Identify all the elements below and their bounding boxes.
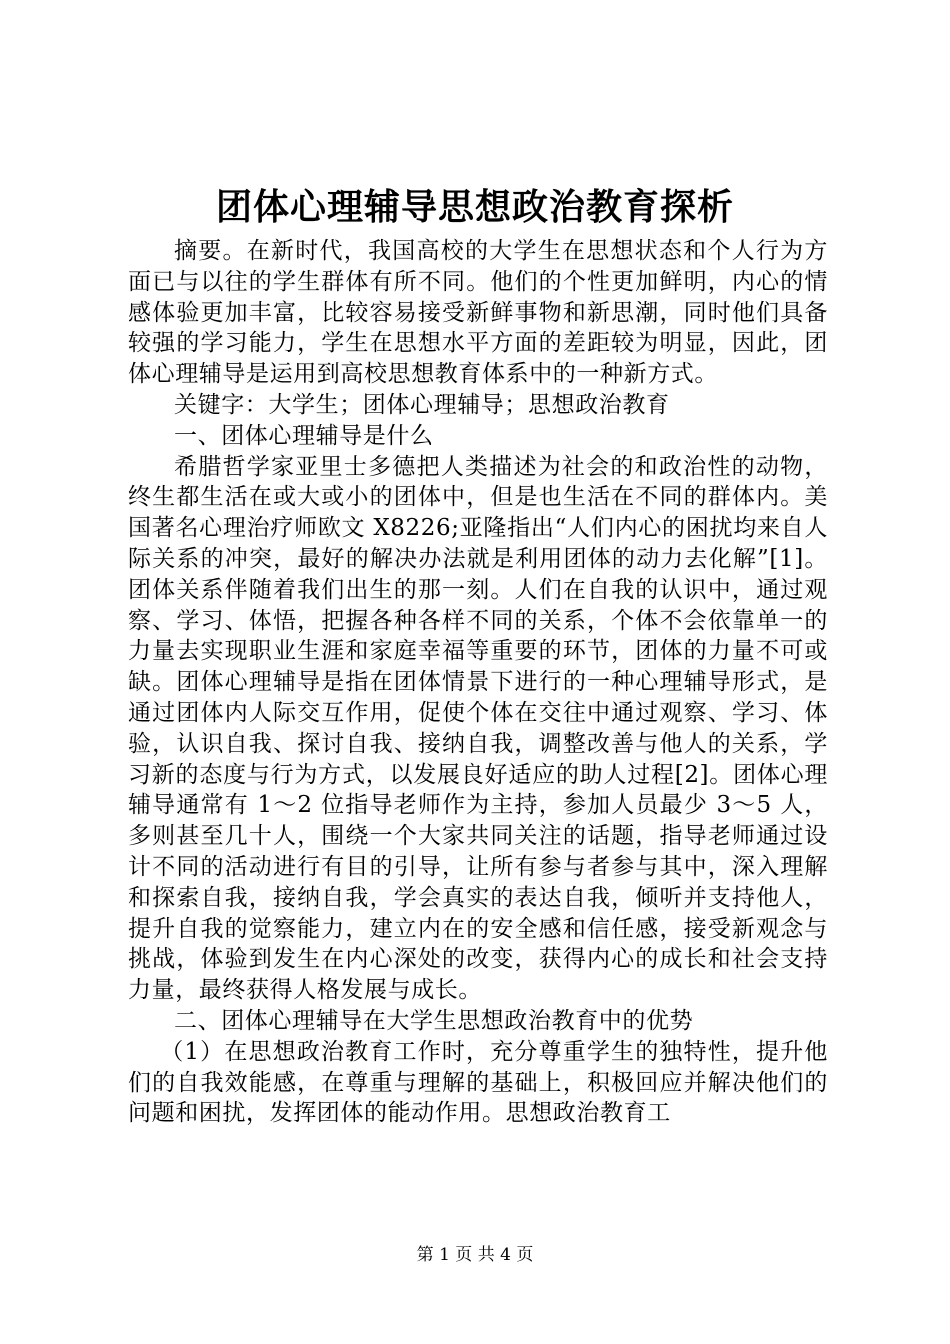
section-heading-2: 二、团体心理辅导在大学生思想政治教育中的优势 (174, 1007, 694, 1034)
document-title: 团体心理辅导思想政治教育探析 (215, 186, 734, 228)
abstract-paragraph: 摘要。在新时代，我国高校的大学生在思想状态和个人行为方面已与以往的学生群体有所不同。他们的个性更加鲜明，内心的情感体验更加丰富，比较容易接受新鲜事物和新思潮，同时他们具备较强的学习能力，学生在思想水平方面的差距较为明显，因此，团体心理辅导是运用到高校思想教育体系中的一种新方式。 (128, 238, 828, 388)
body-paragraph: （1）在思想政治教育工作时，充分尊重学生的独特性，提升他们的自我效能感，在尊重与理解的基础上，积极回应并解决他们的问题和困扰，发挥团体的能动作用。思想政治教育工 (128, 1038, 828, 1127)
keywords-line: 关键字：大学生；团体心理辅导；思想政治教育 (174, 391, 670, 418)
body-paragraph: 希腊哲学家亚里士多德把人类描述为社会的和政治性的动物，终生都生活在或大或小的团体中，但是也生活在不同的群体内。美国著名心理治疗师欧文 X8226;亚隆指出“人们内心的困扰均来自人际关系的冲突，最好的解决办法就是利用团体的动力去化解”[1]。团体关系伴随着我们出生的那一刻。人们在自我的认识中，通过观察、学习、体悟，把握各种各样不同的关系，个体不会依靠单一的力量去实现职业生涯和家庭幸福等重要的环节，团体的力量不可或缺。团体心理辅导是指在团体情景下进行的一种心理辅导形式，是通过团体内人际交互作用，促使个体在交往中通过观察、学习、体验，认识自我、探讨自我、接纳自我，调整改善与他人的关系，学习新的态度与行为方式，以发展良好适应的助人过程[2]。团体心理辅导通常有 1～2 位指导老师作为主持，参加人员最少 3～5 人，多则甚至几十人，围绕一个大家共同关注的话题，指导老师通过设计不同的活动进行有目的引导，让所有参与者参与其中，深入理解和探索自我，接纳自我，学会真实的表达自我，倾听并支持他人，提升自我的觉察能力，建立内在的安全感和信任感，接受新观念与挑战，体验到发生在内心深处的改变，获得内心的成长和社会支持力量，最终获得人格发展与成长。 (128, 453, 828, 1004)
page-number: 第 1 页 共 4 页 (416, 1245, 534, 1265)
document-body (128, 236, 828, 1129)
section-heading-1: 一、团体心理辅导是什么 (174, 422, 434, 449)
